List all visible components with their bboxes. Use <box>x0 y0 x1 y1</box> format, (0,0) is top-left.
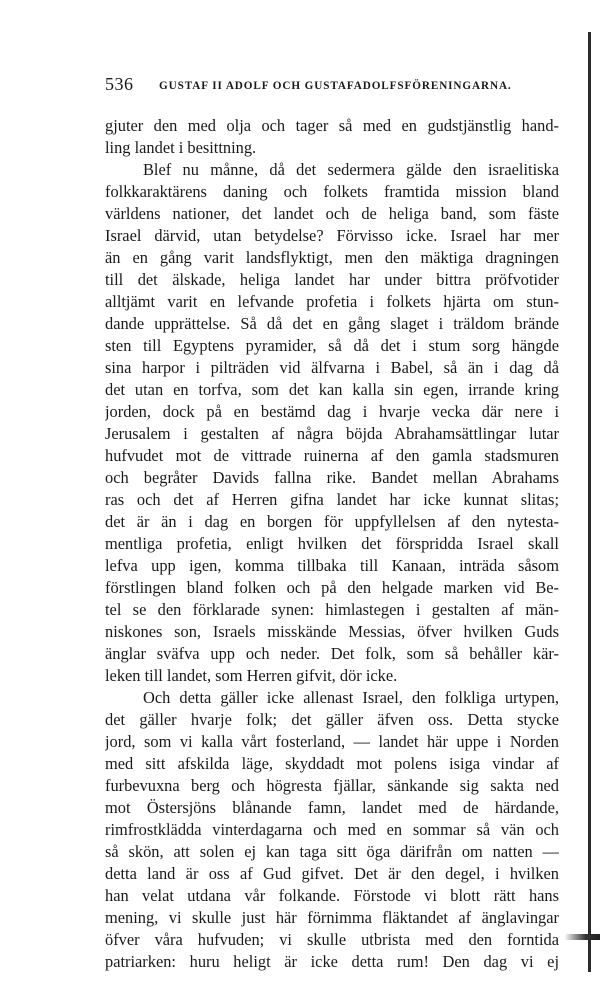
page-number: 536 <box>105 74 134 94</box>
text-line: tel se den förklarade synen: himlastegen i gestalten af män- <box>105 600 559 619</box>
text-line: dande upprättelse. Så då det en gång slaget i träldom brände <box>105 314 559 333</box>
text-line: mot Östersjöns blånande famn, landet med de härdande, <box>105 798 559 817</box>
scan-edge-right <box>588 32 591 972</box>
text-line: Och detta gäller icke allenast Israel, den folkliga urtypen, <box>143 688 559 707</box>
text-line: Israel därvid, utan betydelse? Förvisso icke. Israel har mer <box>105 226 559 245</box>
text-line: leken till landet, som Herren gifvit, dör icke. <box>105 666 398 685</box>
text-line: änglar sväfva upp och neder. Det folk, som så behåller kär- <box>105 644 559 663</box>
page-header <box>105 74 557 102</box>
text-line: ling landet i besittning. <box>105 138 257 157</box>
text-line: detta land är oss af Gud gifvet. Det är den degel, i hvilken <box>105 864 559 883</box>
text-line: alltjämt varit en lefvande profetia i folkets hjärta om stun- <box>105 292 559 311</box>
text-line: och begråter Davids fallna rike. Bandet mellan Abrahams <box>105 468 559 487</box>
text-line: sina harpor i pilträden vid älfvarna i Babel, så än i dag då <box>105 358 559 377</box>
text-line: världens nationer, det landet och de heliga band, som fäste <box>105 204 559 223</box>
text-line: lefva upp igen, komma tillbaka till Kanaan, inträda såsom <box>105 556 559 575</box>
text-line: ras och det af Herren gifna landet har icke kunnat slitas; <box>105 490 559 509</box>
text-line: till det älskade, heliga landet har under bittra pröfvotider <box>105 270 559 289</box>
text-line: gjuter den med olja och tager så med en gudstjänstlig hand- <box>105 116 559 135</box>
text-line: mening, vi skulle just här förnimma fläktandet af änglavingar <box>105 908 559 927</box>
text-line: jord, som vi kalla vårt fosterland, — landet här uppe i Norden <box>105 732 559 751</box>
text-line: Jerusalem i gestalten af några böjda Abrahamsättlingar lutar <box>105 424 559 443</box>
text-line: sten till Egyptens pyramider, så då det i stum sorg hängde <box>105 336 559 355</box>
text-line: det gäller hvarje folk; det gäller äfven oss. Detta stycke <box>105 710 559 729</box>
text-line: jorden, dock på en bestämd dag i hvarje vecka där nere i <box>105 402 559 421</box>
text-line: mentliga profetia, enligt hvilken det förspridda Israel skall <box>105 534 559 553</box>
text-line: än en gång varit landsflyktigt, men den mäktiga dragningen <box>105 248 559 267</box>
text-line: så skön, att solen ej kan taga sitt öga därifrån om natten — <box>105 842 559 861</box>
text-line: med sitt afskilda läge, skyddadt mot polens isiga vindar af <box>105 754 559 773</box>
text-line: det utan en torfva, som det kan kalla sin egen, irrande kring <box>105 380 559 399</box>
text-line: Blef nu månne, då det sedermera gälde den israelitiska <box>143 160 559 179</box>
text-line: rimfrostklädda vinterdagarna och med en sommar så vän och <box>105 820 559 839</box>
text-line: niskones son, Israels misskände Messias, öfver hvilken Guds <box>105 622 559 641</box>
text-line: patriarken: huru heligt är icke detta rum! Den dag vi ej <box>105 952 559 971</box>
body-text <box>105 115 559 973</box>
running-head: GUSTAF II ADOLF OCH GUSTAFADOLFSFÖRENINGARNA. <box>159 80 512 92</box>
scan-mark-bottom <box>564 934 600 940</box>
text-line: förstlingen bland folken och på den helgade marken vid Be- <box>105 578 559 597</box>
text-line: hufvudet mot de vittrade ruinerna af den gamla stadsmuren <box>105 446 559 465</box>
text-line: han velat utdana vår folkande. Förstode vi blott rätt hans <box>105 886 559 905</box>
text-line: furbevuxna berg och högresta fjällar, sänkande sig sakta ned <box>105 776 559 795</box>
text-line: öfver våra hufvuden; vi skulle utbrista med den forntida <box>105 930 559 949</box>
text-line: det är än i dag en borgen för uppfyllelsen af den nytesta- <box>105 512 559 531</box>
text-line: folkkaraktärens daning och folkets framtida mission bland <box>105 182 559 201</box>
